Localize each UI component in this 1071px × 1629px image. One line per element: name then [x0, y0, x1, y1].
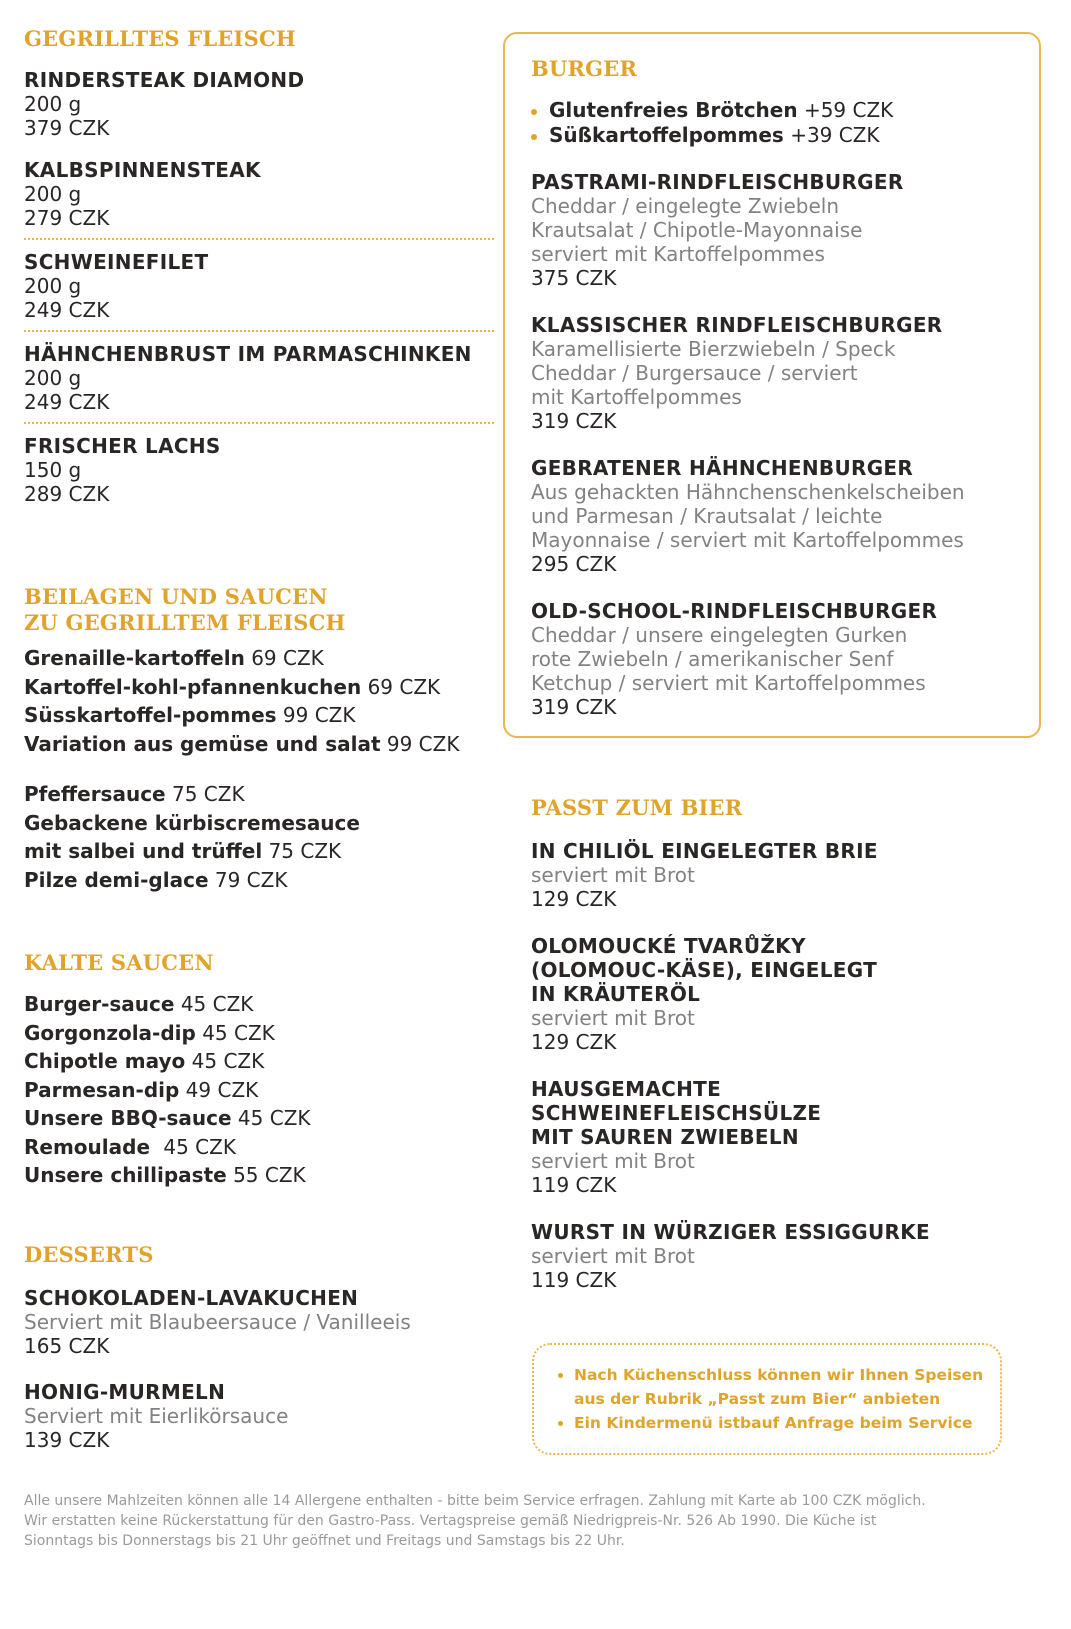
item-price: 45 CZK: [163, 1134, 236, 1159]
item-price: 69 CZK: [367, 674, 441, 699]
item-name: Süsskartoffel-pommes: [24, 703, 277, 727]
item-price: 119 CZK: [531, 1173, 617, 1197]
menu-item: [24, 434, 494, 506]
list-item: [24, 780, 494, 809]
menu-item: [531, 839, 1031, 911]
item-price: 119 CZK: [531, 1268, 617, 1292]
menu-item: [531, 1220, 1031, 1292]
heading-line: BEILAGEN UND SAUCEN: [24, 584, 328, 609]
item-name: Kartoffel-kohl-pfannenkuchen: [24, 674, 362, 699]
sides-section: [24, 584, 494, 894]
menu-item: [24, 1286, 494, 1358]
item-name: SCHWEINEFLEISCHSÜLZE: [531, 1101, 822, 1125]
item-name: KALBSPINNENSTEAK: [24, 158, 261, 182]
item-price: 55 CZK: [233, 1163, 306, 1187]
item-weight: 200 g: [24, 92, 82, 116]
item-name: IN CHILIÖL EINGELEGTER BRIE: [531, 839, 878, 863]
section-heading: BURGER: [531, 56, 638, 81]
list-item: [529, 98, 1031, 123]
desserts-section: [24, 1242, 494, 1470]
item-price: 79 CZK: [214, 867, 288, 892]
item-name: SCHWEINEFILET: [24, 250, 209, 274]
item-weight: 200 g: [24, 366, 82, 390]
item-price: 45 CZK: [237, 1106, 311, 1130]
item-description: serviert mit Brot: [531, 1149, 695, 1173]
item-price: 249 CZK: [24, 390, 110, 414]
item-name: mit salbei und trüffel: [24, 839, 263, 863]
item-description: Cheddar / unsere eingelegten Gurken: [531, 623, 908, 647]
bullet-icon: [531, 134, 537, 140]
list-item: [24, 644, 494, 673]
item-price: +39 CZK: [790, 123, 880, 147]
menu-item: [24, 1380, 494, 1452]
item-weight: 200 g: [24, 274, 82, 298]
item-name: PASTRAMI-RINDFLEISCHBURGER: [531, 170, 904, 194]
item-price: 289 CZK: [24, 482, 110, 506]
item-name: Süßkartoffelpommes: [549, 123, 784, 147]
section-heading: KALTE SAUCEN: [24, 950, 214, 975]
footer-disclaimer: [24, 1491, 1054, 1551]
notice-box: [532, 1343, 1002, 1455]
item-name: (OLOMOUC-KÄSE), EINGELEGT: [531, 958, 878, 982]
item-name: OLD-SCHOOL-RINDFLEISCHBURGER: [531, 599, 938, 623]
menu-item: [531, 1077, 1031, 1197]
list-item: [24, 1104, 494, 1133]
item-name: Unsere chillipaste: [24, 1163, 227, 1187]
item-name: WURST IN WÜRZIGER ESSIGGURKE: [531, 1220, 930, 1244]
item-name: Pilze demi-glace: [24, 867, 209, 892]
left-column: [24, 26, 494, 1452]
item-name: SCHOKOLADEN-LAVAKUCHEN: [24, 1286, 359, 1310]
menu-item: [24, 68, 494, 140]
cold-sauces-section: [24, 950, 494, 1190]
item-name: RINDERSTEAK DIAMOND: [24, 68, 305, 92]
menu-item: [531, 456, 1031, 576]
list-item: [24, 809, 494, 838]
item-name: Remoulade: [24, 1134, 157, 1159]
bullet-icon: [558, 1421, 563, 1426]
item-price: 129 CZK: [531, 887, 617, 911]
item-price: 99 CZK: [282, 703, 356, 727]
notice-item-continuation: [556, 1387, 983, 1411]
item-price: 49 CZK: [185, 1077, 259, 1102]
item-price: 129 CZK: [531, 1030, 617, 1054]
item-price: 319 CZK: [531, 409, 617, 433]
list-item: [24, 730, 494, 759]
item-name-line: Gebackene kürbiscremesauce: [24, 810, 360, 835]
item-name: Variation aus gemüse und salat: [24, 731, 381, 756]
section-heading: DESSERTS: [24, 1242, 154, 1267]
notice-text: Ein Kindermenü istbauf Anfrage beim Service: [574, 1414, 973, 1432]
item-name: Grenaille-kartoffeln: [24, 646, 245, 670]
item-price: 139 CZK: [24, 1428, 110, 1452]
sides-list: [24, 644, 494, 758]
item-weight: 150 g: [24, 458, 82, 482]
item-description: Serviert mit Blaubeersauce / Vanilleeis: [24, 1310, 411, 1334]
item-description: Ketchup / serviert mit Kartoffelpommes: [531, 671, 926, 695]
list-item: [24, 701, 494, 730]
item-price: +59 CZK: [803, 98, 894, 122]
notice-text: Nach Küchenschluss können wir Ihnen Speisen: [574, 1366, 984, 1384]
dotted-divider: [24, 330, 494, 332]
item-price: 75 CZK: [171, 782, 245, 806]
section-heading: [24, 584, 494, 636]
item-weight: 200 g: [24, 182, 82, 206]
item-name: HAUSGEMACHTE: [531, 1077, 722, 1101]
footer-line: Alle unsere Mahlzeiten können alle 14 Allergene enthalten - bitte beim Service erfragen. Zahlung mit Karte ab 100 CZK möglich.: [24, 1493, 926, 1509]
item-description: Karamellisierte Bierzwiebeln / Speck: [531, 337, 896, 361]
item-name: HÄHNCHENBRUST IM PARMASCHINKEN: [24, 342, 472, 366]
menu-item: [531, 934, 1031, 1054]
item-description: serviert mit Brot: [531, 863, 695, 887]
item-name: OLOMOUCKÉ TVARŮŽKY: [531, 934, 806, 958]
list-item: [24, 1076, 494, 1105]
item-description: serviert mit Brot: [531, 1006, 695, 1030]
item-name: HONIG-MURMELN: [24, 1380, 226, 1404]
item-name: Burger-sauce: [24, 992, 175, 1016]
list-item: [24, 866, 494, 895]
menu-item: [531, 170, 1031, 290]
heading-line: ZU GEGRILLTEM FLEISCH: [24, 610, 346, 635]
warm-sauces-list: [24, 780, 494, 894]
burger-section: [531, 56, 1031, 719]
grilled-meat-section: [24, 26, 494, 506]
list-item: [24, 990, 494, 1019]
section-heading: GEGRILLTES FLEISCH: [24, 26, 296, 51]
footer-line: Sionntags bis Donnerstags bis 21 Uhr geöffnet und Freitags und Samstags bis 22 Uhr.: [24, 1533, 625, 1549]
list-item: [24, 837, 494, 866]
list-item: [24, 1161, 494, 1190]
bullet-icon: [558, 1373, 563, 1378]
item-name: Pfeffersauce: [24, 782, 166, 806]
notice-item: [556, 1411, 983, 1435]
list-item: [24, 1019, 494, 1048]
item-name: Glutenfreies Brötchen: [549, 98, 798, 122]
item-name: GEBRATENER HÄHNCHENBURGER: [531, 456, 914, 480]
item-name: Chipotle mayo: [24, 1049, 186, 1073]
item-price: 249 CZK: [24, 298, 110, 322]
item-description: und Parmesan / Krautsalat / leichte: [531, 504, 883, 528]
notice-item: [556, 1363, 983, 1387]
item-price: 279 CZK: [24, 206, 110, 230]
menu-item: [24, 342, 494, 414]
burger-extras-list: [529, 98, 1031, 148]
menu-item: [24, 250, 494, 322]
item-name: IN KRÄUTERÖL: [531, 982, 701, 1006]
dotted-divider: [24, 422, 494, 424]
list-item: [24, 1047, 494, 1076]
item-name: Unsere BBQ-sauce: [24, 1106, 232, 1130]
section-heading: PASST ZUM BIER: [531, 795, 743, 820]
item-description: rote Zwiebeln / amerikanischer Senf: [531, 647, 894, 671]
list-item: [24, 1133, 494, 1162]
beer-snacks-section: [531, 795, 1031, 1292]
notice-text: aus der Rubrik „Passt zum Bier“ anbieten: [574, 1390, 941, 1408]
notice-list: [556, 1363, 983, 1435]
item-description: Aus gehackten Hähnchenschenkelscheiben: [531, 480, 965, 504]
bullet-icon: [531, 109, 537, 115]
item-price: 75 CZK: [268, 839, 342, 863]
list-item: [529, 123, 1031, 148]
item-price: 69 CZK: [251, 646, 324, 670]
item-name: FRISCHER LACHS: [24, 434, 221, 458]
item-price: 99 CZK: [386, 731, 460, 756]
dotted-divider: [24, 238, 494, 240]
list-item: [24, 673, 494, 702]
menu-item: [531, 313, 1031, 433]
item-price: 375 CZK: [531, 266, 617, 290]
item-description: Krautsalat / Chipotle-Mayonnaise: [531, 218, 863, 242]
item-price: 379 CZK: [24, 116, 110, 140]
item-description: Cheddar / eingelegte Zwiebeln: [531, 194, 840, 218]
item-price: 295 CZK: [531, 552, 617, 576]
menu-item: [531, 599, 1031, 719]
item-description: serviert mit Brot: [531, 1244, 695, 1268]
item-price: 45 CZK: [202, 1020, 275, 1045]
item-description: Cheddar / Burgersauce / serviert: [531, 361, 858, 385]
item-price: 45 CZK: [191, 1049, 265, 1073]
item-name: KLASSISCHER RINDFLEISCHBURGER: [531, 313, 943, 337]
item-price: 165 CZK: [24, 1334, 110, 1358]
menu-item: [24, 158, 494, 230]
footer-line: Wir erstatten keine Rückerstattung für den Gastro-Pass. Vertagspreise gemäß Niedrigpreis-Nr. 526 Ab 1990. Die Küche ist: [24, 1513, 877, 1529]
item-name: Parmesan-dip: [24, 1077, 180, 1102]
item-description: Serviert mit Eierlikörsauce: [24, 1404, 289, 1428]
item-price: 319 CZK: [531, 695, 617, 719]
item-description: Mayonnaise / serviert mit Kartoffelpommes: [531, 528, 964, 552]
item-price: 45 CZK: [180, 992, 254, 1016]
item-name: Gorgonzola-dip: [24, 1020, 196, 1045]
item-name: MIT SAUREN ZWIEBELN: [531, 1125, 799, 1149]
item-description: serviert mit Kartoffelpommes: [531, 242, 825, 266]
item-description: mit Kartoffelpommes: [531, 385, 742, 409]
